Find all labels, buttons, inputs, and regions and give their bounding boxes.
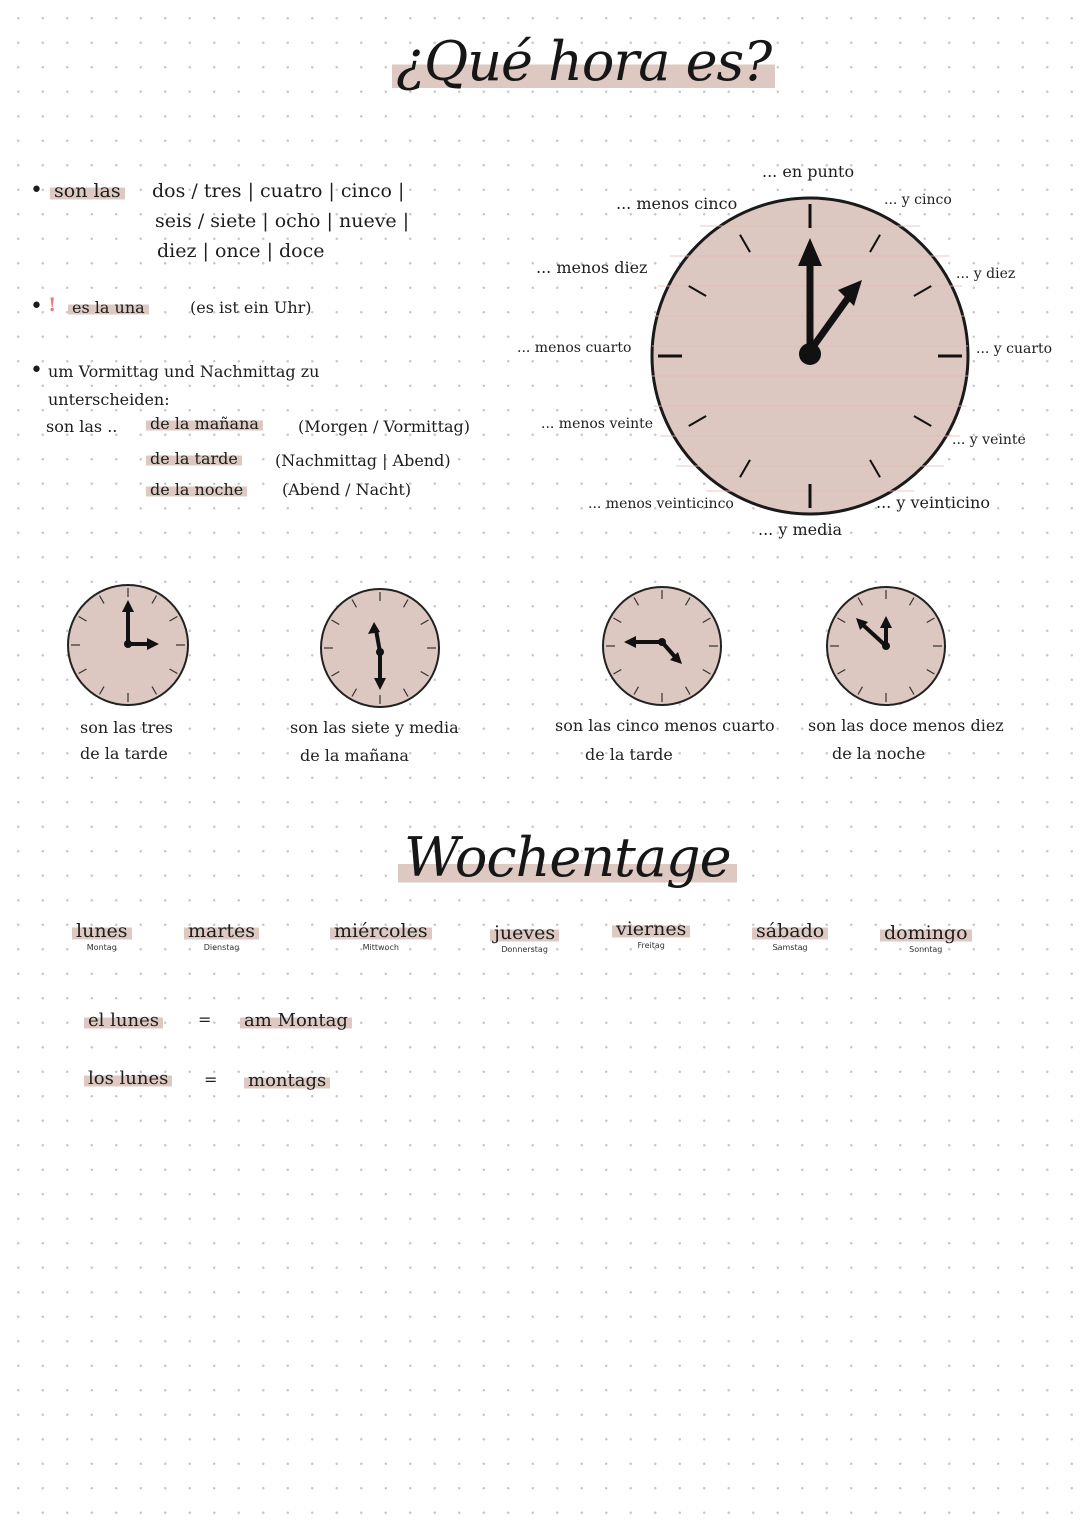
rule1-line3: diez | once | doce: [157, 240, 325, 262]
clock-4: [824, 584, 948, 708]
week-title: [398, 826, 737, 889]
rule1-line2: seis / siete | ocho | nueve |: [155, 210, 410, 232]
page-title-text: ¿Qué hora es?: [392, 30, 775, 93]
rule3-opt1-note: (Morgen / Vormittag): [298, 417, 471, 436]
label-y-diez: ... y diez: [956, 266, 1016, 282]
label-menos-cinco: ... menos cinco: [616, 194, 738, 213]
rule3-prefix: son las ..: [46, 417, 118, 436]
clock-2-caption-2: de la mañana: [300, 746, 409, 765]
label-y-cuarto: ... y cuarto: [976, 341, 1053, 357]
clock-4-caption-1: son las doce menos diez: [808, 716, 1004, 735]
clock-2: [318, 586, 442, 710]
rule3-opt3-note: (Abend / Nacht): [282, 480, 412, 499]
clock-4-caption-2: de la noche: [832, 744, 926, 763]
page-title: [392, 30, 775, 93]
clock-3: [600, 584, 724, 708]
label-y-veinticinco: ... y veinticino: [876, 493, 990, 512]
label-en-punto: ... en punto: [762, 162, 855, 181]
equiv-2-de: montags: [244, 1070, 330, 1091]
day-lunes: lunes Montag: [72, 920, 132, 952]
rule1-prefix: son las: [50, 180, 125, 202]
bullet-3: •: [30, 358, 43, 383]
rule3-line1: um Vormittag und Nachmittag zu: [48, 362, 320, 381]
label-menos-diez: ... menos diez: [536, 258, 648, 277]
clock-1-caption-1: son las tres: [80, 718, 173, 737]
rule3-opt2-note: (Nachmittag | Abend): [275, 451, 451, 470]
bullet-2: •: [30, 294, 43, 319]
rule3-opt2: de la tarde: [146, 449, 242, 468]
equiv-2-es: los lunes: [84, 1068, 172, 1089]
warning-mark: !: [48, 294, 57, 316]
bullet-1: •: [30, 178, 43, 203]
rule3-line2: unterscheiden:: [48, 390, 170, 409]
clock-3-caption-2: de la tarde: [585, 745, 673, 764]
rule2-note: (es ist ein Uhr): [190, 298, 312, 317]
day-martes: martes Dienstag: [184, 920, 259, 952]
clock-3-caption-1: son las cinco menos cuarto: [555, 716, 775, 735]
label-menos-veinticinco: ... menos veinticinco: [588, 496, 734, 512]
rule3-opt1: de la mañana: [146, 414, 263, 433]
clock-1-caption-2: de la tarde: [80, 744, 168, 763]
day-viernes: viernes Freitag: [612, 918, 690, 950]
day-domingo: domingo Sonntag: [880, 922, 972, 954]
clock-1: [65, 582, 191, 708]
rule1-line1: dos / tres | cuatro | cinco |: [152, 180, 405, 202]
week-title-text: Wochentage: [398, 826, 737, 889]
equiv-2-eq: =: [204, 1070, 218, 1089]
label-y-veinte: ... y veinte: [952, 432, 1026, 448]
clock-2-caption-1: son las siete y media: [290, 718, 459, 737]
equiv-1-de: am Montag: [240, 1010, 352, 1031]
label-y-media: ... y media: [758, 520, 843, 539]
equiv-1-es: el lunes: [84, 1010, 163, 1031]
label-menos-cuarto: ... menos cuarto: [517, 340, 632, 356]
rule2-text: es la una: [68, 298, 149, 317]
label-menos-veinte: ... menos veinte: [541, 416, 654, 432]
day-jueves: jueves Donnerstag: [490, 922, 559, 954]
rule3-opt3: de la noche: [146, 480, 247, 499]
day-sabado: sábado Samstag: [752, 920, 828, 952]
day-miercoles: miércoles Mittwoch: [330, 920, 432, 952]
big-clock: [640, 186, 980, 526]
label-y-cinco: ... y cinco: [884, 192, 952, 208]
equiv-1-eq: =: [198, 1010, 212, 1029]
